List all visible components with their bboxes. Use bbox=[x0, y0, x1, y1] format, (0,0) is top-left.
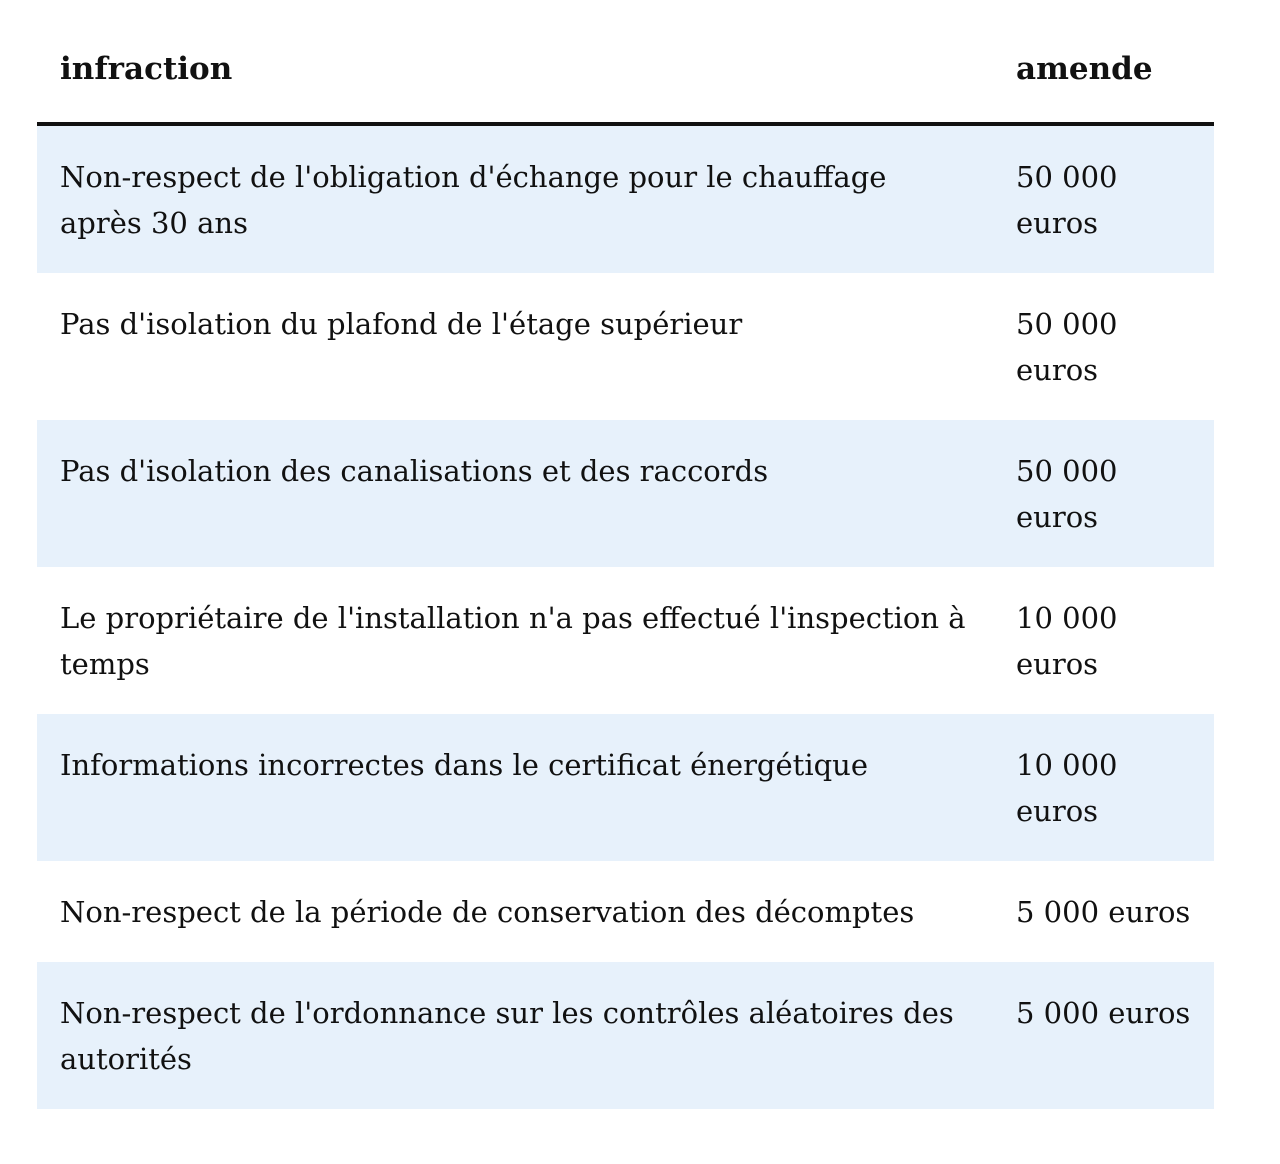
fines-table bbox=[37, 28, 1214, 1109]
table-row bbox=[37, 567, 1214, 714]
infraction-cell: Pas d'isolation des canalisations et des raccords bbox=[37, 420, 998, 567]
amende-cell: 5 000 euros bbox=[998, 861, 1214, 962]
table-row bbox=[37, 420, 1214, 567]
table-body bbox=[37, 124, 1214, 1109]
infraction-cell: Pas d'isolation du plafond de l'étage supérieur bbox=[37, 273, 998, 420]
table-row bbox=[37, 861, 1214, 962]
infraction-cell: Informations incorrectes dans le certificat énergétique bbox=[37, 714, 998, 861]
header-row bbox=[37, 28, 1214, 124]
amende-cell: 50 000 euros bbox=[998, 273, 1214, 420]
infraction-cell: Le propriétaire de l'installation n'a pas effectué l'inspection à temps bbox=[37, 567, 998, 714]
table-row bbox=[37, 962, 1214, 1109]
header-infraction: infraction bbox=[37, 28, 998, 124]
infraction-cell: Non-respect de l'obligation d'échange pour le chauffage après 30 ans bbox=[37, 124, 998, 273]
infraction-cell: Non-respect de l'ordonnance sur les contrôles aléatoires des autorités bbox=[37, 962, 998, 1109]
amende-cell: 10 000 euros bbox=[998, 714, 1214, 861]
amende-cell: 10 000 euros bbox=[998, 567, 1214, 714]
infraction-cell: Non-respect de la période de conservation des décomptes bbox=[37, 861, 998, 962]
amende-cell: 50 000 euros bbox=[998, 124, 1214, 273]
amende-cell: 5 000 euros bbox=[998, 962, 1214, 1109]
table-header bbox=[37, 28, 1214, 124]
header-amende: amende bbox=[998, 28, 1214, 124]
table-row bbox=[37, 714, 1214, 861]
table-row bbox=[37, 124, 1214, 273]
table-row bbox=[37, 273, 1214, 420]
amende-cell: 50 000 euros bbox=[998, 420, 1214, 567]
